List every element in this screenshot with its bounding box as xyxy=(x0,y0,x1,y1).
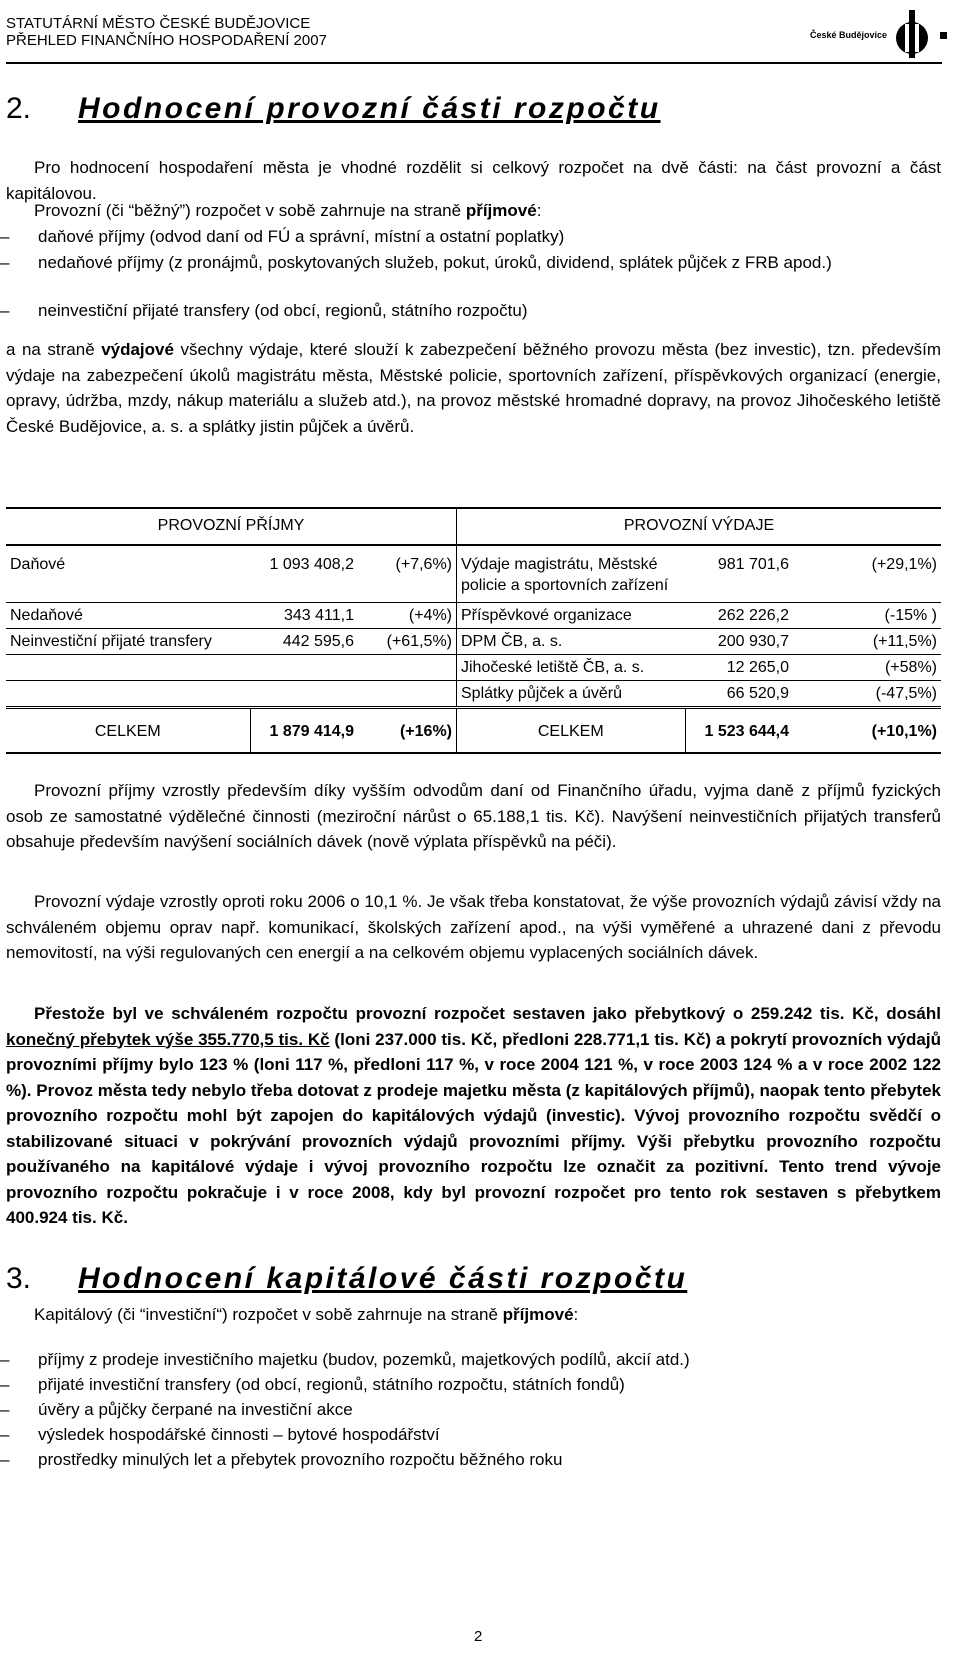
capital-lead: Kapitálový (či “investiční“) rozpočet v sobě zahrnuje na straně příjmové: xyxy=(34,1305,579,1324)
capital-bullet: – prostředky minulých let a přebytek provozního rozpočtu běžného roku xyxy=(0,1450,563,1469)
table-header-row xyxy=(6,508,941,545)
cell-in-label: Daňové xyxy=(10,556,66,573)
income-bullet: – neinvestiční přijaté transfery (od obcí, regionů, státního rozpočtu) xyxy=(0,301,528,320)
section-3-title: Hodnocení kapitálové části rozpočtu xyxy=(78,1262,688,1295)
cell-in-value: 1 093 408,2 xyxy=(269,556,354,573)
income-growth-paragraph: Provozní příjmy vzrostly především díky vyšším odvodům daní od Finančního úřadu, vyjma daně z příjmů fyzických osob ze samostatné výdělečné činnosti (meziroční nárůst o 65.188,1 tis. Kč). Navýšení neinvestičních přijatých transferů obsahuje především navýšení sociálních dávek (nově výplata příspěvků na péči). xyxy=(6,781,941,851)
cell-ex-label: Splátky půjček a úvěrů xyxy=(461,685,622,702)
cell-ex-change: (+11,5%) xyxy=(872,633,937,650)
document-header xyxy=(6,15,327,49)
cell-ex-value: 262 226,2 xyxy=(717,607,789,624)
cell-in-value: 442 595,6 xyxy=(282,633,354,650)
cell-ex-change: (+29,1%) xyxy=(871,556,937,573)
cell-ex-value: 200 930,7 xyxy=(717,633,789,650)
capital-bullet: – úvěry a půjčky čerpané na investiční akce xyxy=(0,1400,353,1419)
income-bullet: – daňové příjmy (odvod daní od FÚ a správní, místní a ostatní poplatky) xyxy=(0,227,565,246)
logo-square-icon xyxy=(940,32,947,39)
table-row xyxy=(6,681,941,708)
logo-mark-icon xyxy=(890,10,934,58)
cell-ex-value: 12 265,0 xyxy=(726,659,789,676)
income-header: PROVOZNÍ PŘÍJMY xyxy=(6,508,457,545)
total-ex-label: CELKEM xyxy=(457,708,686,754)
cell-in-label xyxy=(6,655,250,681)
cell-in-change: (+4%) xyxy=(358,603,457,629)
total-in-label: CELKEM xyxy=(6,708,250,754)
cell-ex-value: 66 520,9 xyxy=(726,685,789,702)
cell-in-change xyxy=(358,655,457,681)
budget-table xyxy=(6,507,941,754)
income-bullet: – nedaňové příjmy (z pronájmů, poskytovaných služeb, pokut, úroků, dividend, splátek půjček z FRB apod.) xyxy=(0,253,832,272)
cell-ex-label: DPM ČB, a. s. xyxy=(461,633,563,650)
income-lead: Provozní (či “běžný”) rozpočet v sobě zahrnuje na straně příjmové: xyxy=(34,201,542,220)
cell-ex-label: Příspěvkové organizace xyxy=(461,607,632,624)
cell-ex-change: (+58%) xyxy=(884,659,937,676)
page-number: 2 xyxy=(474,1628,483,1645)
cell-ex-change: (-47,5%) xyxy=(875,685,937,702)
cell-in-value xyxy=(250,681,358,708)
table-total-row xyxy=(6,708,941,754)
total-in-value: 1 879 414,9 xyxy=(269,723,354,740)
capital-bullet: – příjmy z prodeje investičního majetku (budov, pozemků, majetkových podílů, akcií atd.) xyxy=(0,1350,690,1369)
table-row xyxy=(6,603,941,629)
section-3-number: 3. xyxy=(6,1262,32,1295)
table-row xyxy=(6,629,941,655)
table-row xyxy=(6,655,941,681)
expense-header: PROVOZNÍ VÝDAJE xyxy=(623,517,775,534)
header-report: PŘEHLED FINANČNÍHO HOSPODAŘENÍ 2007 xyxy=(6,32,327,49)
section-2-intro: Pro hodnocení hospodaření města je vhodné rozdělit si celkový rozpočet na dvě části: na část provozní a část kapitálovou. xyxy=(6,158,941,203)
cell-ex-label: Jihočeské letiště ČB, a. s. xyxy=(461,659,645,676)
cell-in-value: 343 411,1 xyxy=(284,607,354,624)
capital-bullet: – přijaté investiční transfery (od obcí, regionů, státního rozpočtu, státních fondů) xyxy=(0,1375,625,1394)
total-in-change: (+16%) xyxy=(358,708,457,754)
cell-in-value xyxy=(250,655,358,681)
cell-in-label xyxy=(6,681,250,708)
section-2-number: 2. xyxy=(6,92,32,125)
city-logo xyxy=(810,10,950,60)
header-divider xyxy=(6,62,942,64)
capital-bullet: – výsledek hospodářské činnosti – bytové hospodářství xyxy=(0,1425,440,1444)
cell-in-change: (+61,5%) xyxy=(358,629,457,655)
cell-ex-label: Výdaje magistrátu, Městské policie a sportovních zařízení xyxy=(461,556,669,594)
cell-in-label: Nedaňové xyxy=(10,607,83,624)
cell-ex-value: 981 701,6 xyxy=(717,556,789,573)
surplus-paragraph: Přestože byl ve schváleném rozpočtu provozní rozpočet sestaven jako přebytkový o 259.242 tis. Kč, dosáhl konečný přebytek výše 355.770,5 tis. Kč (loni 237.000 tis. Kč, předloni 228.771,1 tis. Kč) a pokrytí provozních výdajů provozními příjmy bylo 123 % (loni 117 %, předloni 117 %, v roce 2004 121 %, v roce 2003 124 % a v roce 2002 122 %). Provoz města tedy nebylo třeba dotovat z prodeje majetku města (z kapitálových příjmů), naopak tento přebytek provozního rozpočtu mohl být zapojen do kapitálových výdajů (investic). Vývoj provozního rozpočtu svědčí o stabilizované situaci v pokrývání provozních výdajů provozními příjmy. Výši přebytku provozního rozpočtu používaného na kapitálové výdaje i vývoj provozního rozpočtu lze označit za pozitivní. Tento trend vývoje provozního rozpočtu pokračuje i v roce 2008, kdy byl provozní rozpočet pro tento rok sestaven s přebytkem 400.924 tis. Kč. xyxy=(6,1004,941,1227)
expense-paragraph: a na straně výdajové všechny výdaje, které slouží k zabezpečení běžného provozu města (bez investic), tzn. především výdaje na zabezpečení úkolů magistrátu města, Městské policie, sportovních zařízení, příspěvkových organizací (energie, opravy, údržba, mzdy, nákup materiálu a služeb atd.), na provoz městské hromadné dopravy, na provoz Jihočeského letiště České Budějovice, a. s. a splátky jistin půjček a úvěrů. xyxy=(6,340,941,436)
logo-text: České Budějovice xyxy=(810,30,888,40)
table-row xyxy=(6,545,941,603)
header-city: STATUTÁRNÍ MĚSTO ČESKÉ BUDĚJOVICE xyxy=(6,15,311,32)
cell-in-label: Neinvestiční přijaté transfery xyxy=(10,633,212,650)
section-2-title: Hodnocení provozní části rozpočtu xyxy=(78,92,661,125)
cell-in-change xyxy=(358,681,457,708)
total-ex-value: 1 523 644,4 xyxy=(704,723,789,740)
total-ex-change: (+10,1%) xyxy=(871,723,937,740)
cell-in-change: (+7,6%) xyxy=(358,545,457,603)
cell-ex-change: (-15% ) xyxy=(884,607,937,624)
expense-growth-paragraph: Provozní výdaje vzrostly oproti roku 2006 o 10,1 %. Je však třeba konstatovat, že výše provozních výdajů závisí vždy na schváleném objemu oprav např. komunikací, školských zařízení apod., na výši vyměřené a uhrazené dani z převodu nemovitostí, na výši regulovaných cen energií a na celkovém objemu vyplacených sociálních dávek. xyxy=(6,892,941,962)
